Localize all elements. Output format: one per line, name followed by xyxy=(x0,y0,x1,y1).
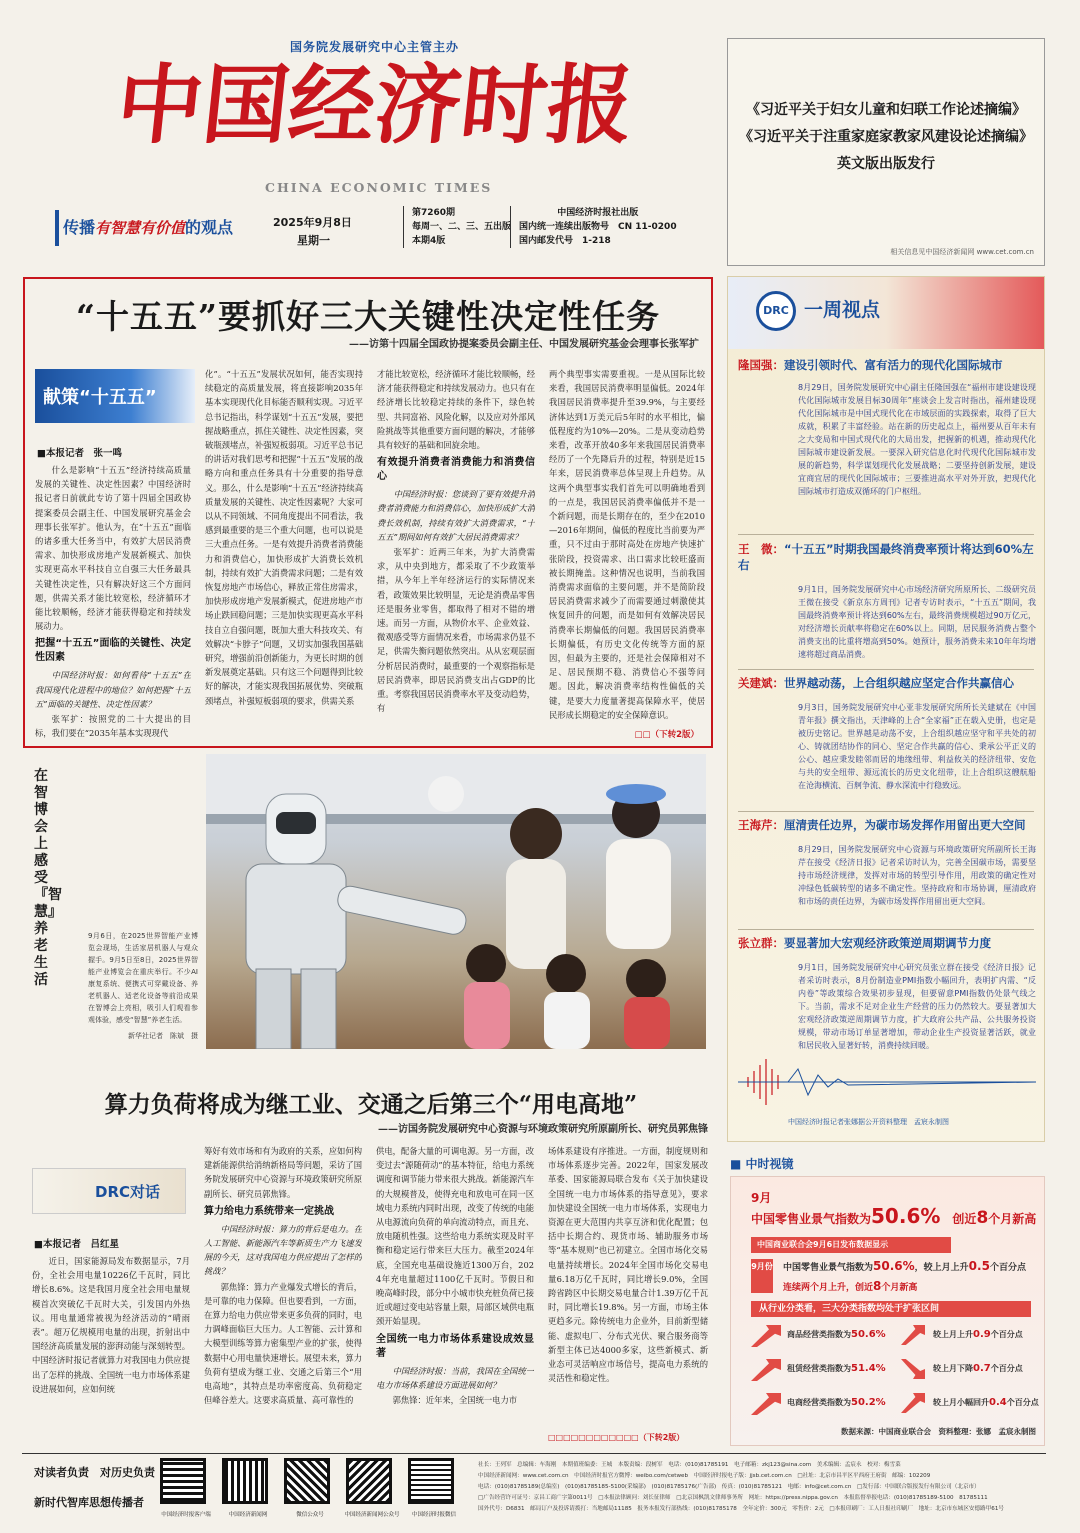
weekly-item-4-text: 8月29日，国务院发展研究中心资源与环境政策研究所副所长王海芹在接受《经济日报》记者采访时认为，完善全国碳市场，需要坚持市场经济规律，发挥对市场的转型引导作用，用政策的确定性对冲绿色低碳转型的诸多不确定性。坚持政府和市场协调，厘清政府和市场的责任边界，为碳市场发挥作用留出更大空间。 xyxy=(798,845,1036,906)
weekly-item-4-name: 王海芹： xyxy=(738,818,784,832)
zhongshi-row2-a: 连续两个月上升，创近 xyxy=(783,1283,874,1293)
lead-col4-text: 两个典型事实需要重视。一是从国际比较来看，我国居民消费率明显偏低。2024年我国居民消费率提升至39.9%，与主要经济体达到1万美元后5年时的水平相比，偏低程度约为10%—20%。二是从变动趋势来看，改革开放40多年来我国居民消费率经历了一个先降后升的过程，特别是近15年来，居民消费率总体呈现上升趋势。从这两个典型事实我们首先可以明确地看到的一点是，我国居民消费率偏低并不是一个新问题，而是长期存在的，至少在2010—2016年期间，偏低的程度比当前要为严重，只不过由于那时高处在房地产快速扩张阶段，投资需求、出口需求比较旺盛而被长期掩盖。这种情况也说明，当前我国消费需求面临的主要问题，并不是简阶段居民消费需求减少了而需要通过刺激使其恢复回升的问题，而是如何有效解决居民消费率长期偏低的问题。我国居民消费率长期偏低，有历史文化传统等方面的原因，但最为主要的，还是社会保障相对不足、居民预期不稳、消费信心不强等问题。因此，解决消费率结构性偏低的关键，是要大力度量著提高保障水平，使居民形成长期稳定的安全保障意识。 xyxy=(549,369,705,720)
book-ad-line1: 《习近平关于妇女儿童和妇联工作论述摘编》 xyxy=(746,102,1026,118)
footer-info-2: 中国经济新闻网：www.cet.com.cn 中国经济时报官方微博：weibo.com/cetweb 中国经济时报电子版：jjsb.cet.com.cn □社址：北京市昌平区平西府王府街 邮编：102209 xyxy=(478,1473,931,1479)
supervisor-line: 国务院发展研究中心主管主办 xyxy=(290,40,460,54)
zhongshi-row2-c: 个月新高 xyxy=(881,1283,918,1293)
footer-info-5: 国外代号：D6831 邮局订户及投诉请拨打：当地邮局11185 报务本报发行部热线：(010)81785178 全年定价：300元 零售价：2元 □本报印刷厂：工人日报社印刷厂 地址：北京市东城区安德路甲61号 xyxy=(478,1506,1005,1512)
publisher: 中国经济时报社出版 xyxy=(557,208,639,218)
footer-slogan-1: 对读者负责 对历史负责 xyxy=(34,1466,155,1479)
arrow-up-icon xyxy=(751,1359,781,1381)
zhongshi-headline-d: 个月新高 xyxy=(988,1212,1037,1226)
weekly-title: 一周视点 xyxy=(804,299,881,321)
weekly-item-1 xyxy=(738,357,1036,498)
weekly-item-4 xyxy=(738,817,1036,908)
second-jump: □□□□□□□□□□□□（下转2版） xyxy=(548,1433,685,1442)
qr-code-1[interactable] xyxy=(160,1458,206,1504)
lead-jump: □□（下转2版） xyxy=(634,730,699,740)
footer-slogan-2: 新时代智库思想传播者 xyxy=(34,1496,144,1509)
weekly-header xyxy=(728,277,1044,349)
lead-col1-text: 什么是影响“十五五”经济持续高质量发展的关键性、决定性因素？中国经济时报记者日前就此专访了第十四届全国政协提案委员会副主任、中国发展研究基金会理事长张军扩。他认为，在“十五五”面临的诸多重大任务当中，有效扩大居民消费需求、加快形成房地产发展新模式、加快实现更高水平科技自立自强三大任务最具关键性决定性，只有解决好这三个方面问题，供需关系才能比较宽松，经济循环才能比较顺畅，经济才能获得稳定和持续发展动力。 xyxy=(35,465,191,632)
qr-label-3: 微信公众号 xyxy=(296,1512,324,1518)
book-ad-line2: 《习近平关于注重家庭家教家风建设论述摘编》 xyxy=(739,129,1033,145)
slogan-suffix: 的观点 xyxy=(185,218,234,237)
zhongshi-row1 xyxy=(783,1259,1026,1273)
zhongshi-cat-row xyxy=(751,1357,1041,1391)
issue-number: 第7260期 xyxy=(412,208,456,218)
lead-headline: “十五五”要抓好三大关键性决定性任务 xyxy=(76,297,660,336)
weekly-item-4-title: 厘清责任边界，为碳市场发挥作用留出更大空间 xyxy=(784,818,1026,832)
zhongshi-source: 中国商业联合会9月6日发布数据显示 xyxy=(751,1237,951,1253)
qr-code-3[interactable] xyxy=(284,1458,330,1504)
zhongshi-cat-3-d: 0.4 xyxy=(989,1397,1007,1408)
lead-reporter: ■本报记者 张一鸣 xyxy=(37,448,122,459)
footer-info-3: 电话：(010)81785189(总编室) (010)81785185-5100(采编部) (010)81785176(广告部) 传真：(010)81785121 电邮：info@cet.com.cn □发行部：中国联合版报发行有限公司（北京市） xyxy=(478,1484,980,1490)
second-col3-answer: 郭焦锋：近年来，全国统一电力市 xyxy=(392,1395,518,1406)
second-col2-question: 中国经济时报：算力的背后是电力。在人工智能、新能源汽车等新质生产力飞速发展的今天，这对我国电力供应提出了怎样的挑战？ xyxy=(204,1223,362,1277)
zhongshi-cat-2-d: 0.7 xyxy=(973,1363,991,1374)
post-code: 国内邮发代号 1-218 xyxy=(519,236,611,246)
lead-subheadline: ——访第十四届全国政协提案委员会副主任、中国发展研究基金会理事长张军扩 xyxy=(349,339,699,350)
photo-vertical-title: 在智博会上感受『智慧』养老生活 xyxy=(34,768,62,988)
weekly-item-2 xyxy=(738,541,1036,661)
zhongshi-row2 xyxy=(783,1279,917,1293)
arrow-up-icon xyxy=(901,1393,925,1413)
second-col4-text: 场体系建设有序推进。一方面，制度规则和市场体系逐步完善。2022年，国家发展改革委、国家能源局联合发布《关于加快建设全国统一电力市场体系的指导意见》，要求加快建设全国统一电力市场体系，实现电力资源在更大范围内共享互济和优化配置；包括中长期合约、现货市场、辅助服务市场等“基本规则”也已初建立。全国市场化交易电量持续增长。2024年全国市场化交易电量6.18万亿千瓦时，同比增长9.0%，全国跨省跨区中长期交易电量合计1.39万亿千瓦时，同比增长19.8%。另一方面，市场主体更趋多元。除传统电力企业外，目前新型储能、虚拟电厂、分布式光伏、聚合服务商等新型主体已达4000多家，这些新模式、新业态可灵活响应市场信号，提高电力系统的灵活性和稳定性。 xyxy=(548,1146,708,1384)
photo-credit: 新华社记者 陈斌 摄 xyxy=(128,1032,198,1040)
footer-info-4: □广告经营许可证号：京昌工商广字第0011号 □本报法律顾问：刘长征律师 □北京国枫凯文律师事务所 网址：https://press.nippa.gov.cn 本报监督举报电话：(010)81785189-5100 81785111 xyxy=(478,1495,988,1501)
zhongshi-month: 9月 xyxy=(751,1191,772,1205)
issue-pub-days: 每周一、二、三、五出版 xyxy=(412,222,512,232)
issue-pages: 本期4版 xyxy=(412,236,446,246)
qr-code-2[interactable] xyxy=(222,1458,268,1504)
qr-label-1: 中国经济时报客户端 xyxy=(161,1512,211,1518)
zhongshi-cat-2-rise: 较上月下降 xyxy=(933,1364,973,1373)
weekly-item-5-name: 张立群： xyxy=(738,936,784,950)
zhongshi-cat-1-rise: 较上月上升 xyxy=(933,1330,973,1339)
zhongshi-headline-num: 50.6% xyxy=(871,1204,941,1228)
masthead xyxy=(25,30,715,268)
zhongshi-cat-3-rise: 较上月小幅回升 xyxy=(933,1398,989,1407)
lead-col3-question: 中国经济时报：您谈到了要有效提升消费者消费能力和消费信心，加快形成扩大消费长效机制，持续有效扩大消费需求，“十五五”期间如何有效扩大居民消费需求？ xyxy=(377,489,535,542)
weekly-item-5-text: 9月1日，国务院发展研究中心研究员张立群在接受《经济日报》记者采访时表示，8月份制造业PMI指数小幅回升，表明扩内需、“反内卷”等政策综合效果初步显现，但要留意PMI指数仍处景气线之下。当前，需求不足对企业生产经营的压力仍然较大。要显著加大宏观经济政策逆周期调节力度，扩大政府公共产品、公共服务投资规模，带动市场订单显著增加，带动企业生产投资显著活跃，就业和居民收入显著好转，消费持续回暖。 xyxy=(798,963,1036,1050)
zhongshi-row1-a: 中国零售业景气指数为 xyxy=(783,1263,874,1273)
lead-col1-question: 中国经济时报：如何看待“十五五”在我国现代化进程中的地位？如何把握“十五五”面临的关键性、决定性因素？ xyxy=(35,670,191,709)
zhongshi-row2-b: 8 xyxy=(873,1279,882,1293)
slogan-prefix: 传播 xyxy=(63,218,96,237)
book-ad-line3: 英文版出版发行 xyxy=(837,156,935,172)
zhongshi-cat-2-name: 租赁经营类指数为 xyxy=(787,1364,851,1373)
weekly-item-5 xyxy=(738,935,1036,1052)
weekly-item-1-text: 8月29日，国务院发展研究中心副主任隆国强在“福州市建设建设现代化国际城市发展目标30周年”座谈会上发言时指出，福州建设现代化国际城市是中国式现代化在市域层面的实践探索，取得了巨大成就，积累了丰富经验。站在新的历史起点上，福州要从百年未有之大变局和中国式现代化的大局出发，把握新的机遇，推动现代化国际城市建设新发展。一要深入研究信息化时代现代化国际城市发展的新趋势，科学谋划现代化发展战略；二要坚持创新发展，建设宜商宜居的现代化国际城市；三要推进高水平对外开放，把现代化国际城市打造成双循环的门户枢纽。 xyxy=(798,383,1036,496)
second-column-1 xyxy=(32,1254,190,1444)
second-subheadline: ——访国务院发展研究中心资源与环境政策研究所原副所长、研究员郭焦锋 xyxy=(378,1124,708,1135)
zhongshi-cat-2-unit: 个百分点 xyxy=(990,1364,1023,1373)
weekly-item-2-name: 王 微： xyxy=(738,542,784,556)
lead-story-frame xyxy=(23,277,713,748)
second-reporter: ■本报记者 吕红星 xyxy=(34,1239,119,1250)
weekly-credit: 中国经济时报记者张娜据公开资料整理 孟宸永制图 xyxy=(788,1118,949,1126)
slogan-smart: 有智慧 xyxy=(95,219,141,237)
second-column-4 xyxy=(548,1144,708,1432)
arrow-up-icon xyxy=(901,1325,925,1345)
weekly-item-3-name: 关建斌： xyxy=(738,676,784,690)
lead-col3-answer: 张军扩：近两三年来，为扩大消费需求，从中央到地方，都采取了不少政策举措，从今年上半年经济运行的实际情况来看，政策效果比较明显，无论是消费品零售还是服务业零售，都取得了相对不错的增速。而另一方面，从物价水平、企业效益、微观感受等方面情况来看，市场需求仍显不足，供需失衡问题依然突出。从从宏观层面分析居民消费时，最重要的一个观察指标是居民消费率，即居民消费支出占GDP的比重。考察我国居民消费率水平及变动趋势，有 xyxy=(377,547,535,714)
arrow-down-icon xyxy=(901,1359,925,1379)
zhongshi-title: ■ 中时视镜 xyxy=(730,1157,794,1171)
lead-col1-subhead: 把握“十五五”面临的关键性、决定性因素 xyxy=(35,638,191,664)
lead-col2-text: 化”。“十五五”发展状况如何，能否实现持续稳定的高质量发展，将直接影响2035年基本实现现代化目标能否顺利实现。习近平总书记指出，科学谋划“十五五”发展，要把握战略重点，抓住关键性、决定性因素，突破瓶颈堵点，补强短板弱项。习近平总书记的讲话对我们思考和把握“十五五”发展的战略方向和重点任务具有十分重要的指导意义。那么，什么是影响“十五五”经济持续高质量发展的关键性、决定性因素呢？大家可以从不同领域、不同角度提出不同看法，我感到最重要的是三个重大问题，也可以说是三大重点任务。一是有效提升消费者消费能力和消费信心，加快形成扩大消费长效机制，持续有效扩大消费需求问题；二是有效恢复房地产市场信心，释放正常住房需求，加快形成房地产发展新模式，促进房地产市场止跌回稳问题；三是加快实现更高水平科技自立自强问题，既加大重大科技攻关、有效解决“卡脖子”问题，又切实加强我国基础研究，增强前沿创新能力，为更长时期的创新发展奠定基础。只有这三个问题得到比较好的解决，才能实现我国拓展优势、突破瓶颈堵点，补强短板弱项的要求，供需关系 xyxy=(205,369,363,706)
zhongshi-row1-d: 0.5 xyxy=(968,1259,990,1273)
lead-column-1 xyxy=(35,463,191,743)
second-col3-question: 中国经济时报：当前，我国在全国统一电力市场体系建设方面进展如何？ xyxy=(376,1365,534,1390)
lead-col3-text: 才能比较宽松，经济循环才能比较顺畅，经济才能获得稳定和持续发展动力。也只有在经济增长比较稳定持续的条件下，绿色转型、共同富裕、风险化解，以及应对外部风险挑战等其他重要方面问题的解决，才能够具有较好的基础和回旋余地。 xyxy=(377,369,535,451)
zhongshi-infographic xyxy=(730,1176,1045,1446)
arrow-up-icon xyxy=(751,1325,781,1347)
photo-illustration xyxy=(206,754,706,1049)
footer-info xyxy=(478,1460,1046,1515)
footer-info-1: 社长：王列军 总编辑：车海刚 本期值班编委：王城 本版责编：段树军 电话：(010)81785191 电子邮箱：zkj123@sina.com 美术编辑：孟宸永 校对：梅雪菜 xyxy=(478,1462,901,1468)
second-column-2 xyxy=(204,1144,362,1444)
photo-caption-text: 9月6日，在2025世界智能产业博览会现场，生活家居机器人与观众握手。9月5日至8日，2025世界智能产业博览会在重庆举行。不少AI康复系统、便携式可穿戴设备、养老机器人、适老化设备等前沿成果在智博会上亮相，吸引人们观看参观体验，感受“智慧”养老生活。 xyxy=(88,932,198,1024)
weekly-drc-badge: DRC xyxy=(756,291,796,331)
zhongshi-cat-1-val: 50.6% xyxy=(851,1329,886,1340)
second-col2-subhead: 算力给电力系统带来一定挑战 xyxy=(204,1205,334,1217)
publisher-info xyxy=(510,206,677,248)
soundwave-decoration xyxy=(738,1057,1036,1107)
zhongshi-cat-3-unit: 个百分点 xyxy=(1006,1398,1039,1407)
weekly-item-5-title: 要显著加大宏观经济政策逆周期调节力度 xyxy=(784,936,991,950)
zhongshi-cat-1-unit: 个百分点 xyxy=(990,1330,1023,1339)
zhongshi-cat-3-name: 电商经营类指数为 xyxy=(787,1398,851,1407)
book-ad-note: 相关信息见中国经济新闻网 www.cet.com.cn xyxy=(890,248,1034,256)
zhongshi-headline xyxy=(751,1189,1041,1228)
second-col1-text: 近日，国家能源局发布数据显示，7月份，全社会用电量10226亿千瓦时，同比增长8.6%。这是我国月度全社会用电量规模首次突破亿千瓦时大关，引发国内外热议。用电量通常被视为经济活动的“晴雨表”。超万亿规模用电量的出现，折射出中国经济高质量发展的澎湃动能与深刻转型。中国经济时报记者就算力对我国电力供应提出了怎样的挑战、全国统一电力市场体系建设进展如何，应如何统 xyxy=(32,1256,190,1394)
lead-column-3 xyxy=(377,367,535,743)
lead-col1-answer: 张军扩：按照党的二十大提出的目标，我们要在“2035年基本实现现代 xyxy=(35,714,191,739)
cn-number: 国内统一连续出版物号 CN 11-0200 xyxy=(519,222,677,232)
zhongshi-headline-b: 创近 xyxy=(952,1212,977,1226)
zhongshi-cat-2-val: 51.4% xyxy=(851,1363,886,1374)
weekly-item-3-title: 世界越动荡，上合组织越应坚定合作共赢信心 xyxy=(784,676,1014,690)
lead-col3-subhead: 有效提升消费者消费能力和消费信心 xyxy=(377,457,535,483)
weekly-item-1-title: 建设引领时代、富有活力的现代化国际城市 xyxy=(784,358,1003,372)
second-col2-text: 筹好有效市场和有为政府的关系，应如何构建新能源供给消纳新格局等问题，采访了国务院发展研究中心资源与环境政策研究所原副所长、研究员郭焦锋。 xyxy=(204,1146,362,1199)
lead-column-2 xyxy=(205,367,363,743)
qr-code-4[interactable] xyxy=(346,1458,392,1504)
zhongshi-categories xyxy=(751,1323,1041,1425)
slogan-value: 有价值 xyxy=(140,219,186,237)
english-title: CHINA ECONOMIC TIMES xyxy=(265,180,493,195)
zhongshi-credit: 数据来源：中国商业联合会 资料整理：张娜 孟宸永制图 xyxy=(841,1427,1036,1436)
issue-weekday: 星期一 xyxy=(297,234,330,247)
zhongshi-cat-1-d: 0.9 xyxy=(973,1329,991,1340)
lead-column-4 xyxy=(549,367,705,729)
weekly-item-3 xyxy=(738,675,1036,792)
zhongshi-cat-3-val: 50.2% xyxy=(851,1397,886,1408)
book-ad xyxy=(727,38,1045,266)
zhongshi-industry: 从行业分类看，三大分类指数均处于扩张区间 xyxy=(751,1301,1031,1317)
second-col3-subhead: 全国统一电力市场体系建设成效显著 xyxy=(376,1333,534,1359)
zhongshi-row1-b: 50.6% xyxy=(873,1259,915,1273)
zhongshi-headline-a: 中国零售业景气指数为 xyxy=(751,1212,872,1226)
weekly-item-2-title: “十五五”时期我国最终消费率预计将达到60%左右 xyxy=(738,542,1034,572)
photo-caption xyxy=(88,930,198,1042)
second-headline: 算力负荷将成为继工业、交通之后第三个“用电高地” xyxy=(104,1091,638,1118)
lead-badge xyxy=(35,369,195,423)
qr-label-4: 中国经济新闻网公众号 xyxy=(344,1512,400,1518)
weekly-item-2-text: 9月1日，国务院发展研究中心市场经济研究所原所长、二级研究员王微在接受《新京东方周刊》记者专访时表示，“十五五”期间，我国最终消费率预计将达到60%左右，最终消费规模超过90万亿元，对经济增长贡献率将稳定在60%以上。同期，居民服务消费占整个消费支出的比重将增高到50%。她预计，服务消费未来10年年均增速将超过商品消费。 xyxy=(798,585,1036,659)
qr-label-2: 中国经济新闻网 xyxy=(228,1512,268,1518)
issue-date: 2025年9月8日 xyxy=(273,216,352,229)
arrow-up-icon xyxy=(751,1393,781,1415)
robot-icon xyxy=(246,794,468,1049)
lead-badge-label: 献策“十五五” xyxy=(43,387,157,408)
zhongshi-cat-row xyxy=(751,1323,1041,1357)
second-column-3 xyxy=(376,1144,534,1444)
zhongshi-cat-row xyxy=(751,1391,1041,1425)
weekly-item-3-text: 9月3日，国务院发展研究中心亚非发展研究所所长关建斌在《中国青年报》撰文指出，天津峰的上合“全家福”正在载入史册，也定是被历史铭记。世界越是动荡不安，上合组织越应坚守和平共处的初心、铸就团结协作的同心、坚定合作共赢的信心、秉承公平正义的公心、越应秉发睦邻而居的地缘纽带、利益攸关的经济纽带、安危与共的安全纽带、源远流长的历史文化纽带，让上合组织这艘航船在沧海横流、百舸争流、静水深流中行稳致远。 xyxy=(798,703,1036,790)
qr-code-5[interactable] xyxy=(408,1458,454,1504)
second-col2-answer: 郭焦锋：算力产业爆发式增长的背后，是可靠的电力保障。但也要看到，一方面，在算力给电力供应带来更多负荷的同时，电力调峰面临巨大压力。人工智能、云计算和大模型训练等算力密集型产业的扩张，使得数据中心用电量快速增长。展望未来，算力负荷有望成为继工业、交通之后第三个“用电高地”，其特点是功率密度高、负荷稳定但峰谷差大。这要求高质量、高可靠性的 xyxy=(204,1281,362,1406)
second-col3-text: 供电，配备大量的可调电源。另一方面，改变过去“源随荷动”的基本特征，给电力系统调度和调节能力带来很大挑战。新能源汽车的大规模普及，使得充电和放电可在同一区域电力系统内同时出现，改变了传统的电能从电源流向负荷的单向流动特点，而且充、放电随机性强。这些给电力系统实现及时平衡和稳定运行带来巨大压力。截至2024年底，全国充电基础设施近1300万台，2024年充电量超过1100亿千瓦时。节假日和晚高峰时段，部分中小城市快充桩负荷已接近或超过变电站容量上限，局部区域供电瓶颈开始显现。 xyxy=(376,1146,534,1327)
zhongshi-headline-c: 8 xyxy=(976,1208,989,1228)
second-badge xyxy=(32,1168,186,1214)
zhongshi-month-tag: 9月份 xyxy=(751,1259,773,1293)
second-badge-label: DRC对话 xyxy=(95,1183,161,1201)
zhongshi-row1-e: 个百分点 xyxy=(989,1263,1026,1273)
slogan xyxy=(55,210,275,246)
zhongshi-cat-1-name: 商品经营类指数为 xyxy=(787,1330,851,1339)
issue-info xyxy=(403,206,511,248)
weekly-viewpoint xyxy=(727,276,1045,1142)
news-photo xyxy=(206,754,706,1049)
qr-label-5: 中国经济时报微信 xyxy=(411,1512,456,1518)
newspaper-title: 中国经济时报 xyxy=(111,55,639,156)
zhongshi-row1-c: ，较上月上升 xyxy=(914,1263,969,1273)
weekly-item-1-name: 隆国强： xyxy=(738,358,784,372)
